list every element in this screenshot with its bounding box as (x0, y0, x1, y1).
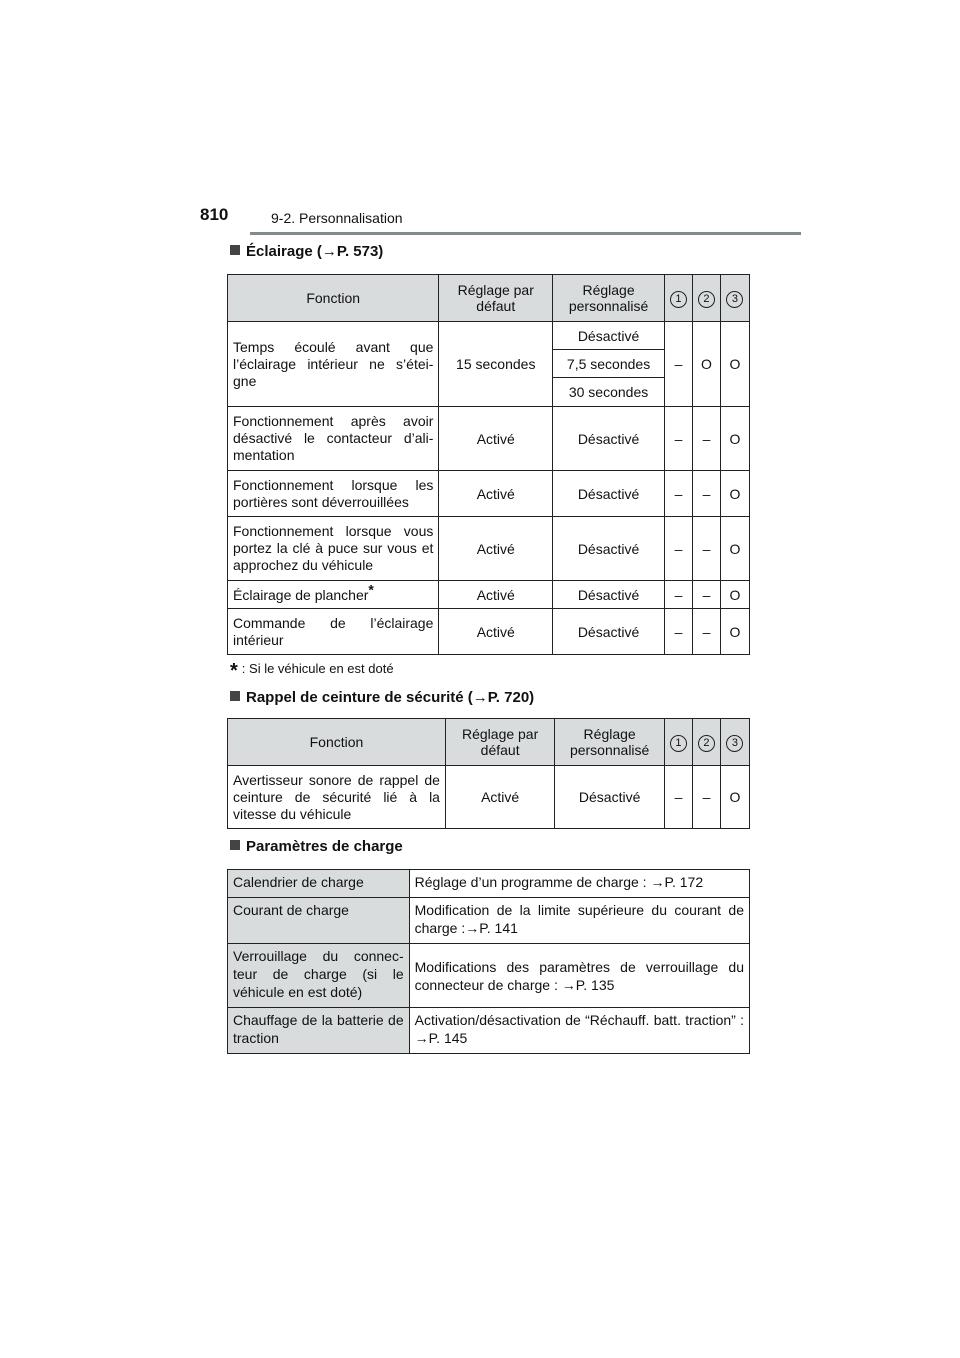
square-bullet-icon (230, 245, 240, 255)
section-heading-charge: Paramètres de charge (230, 838, 403, 855)
table-row: Verrouillage du connec-teur de charge (si le véhicule en est doté) Modifications des paramètres de verrouillage du connecteur de charge : →P. 135 (228, 944, 750, 1008)
circle-1-icon: 1 (670, 735, 687, 752)
col-defaut: Réglage par défaut (439, 275, 553, 322)
table-ceinture (227, 718, 750, 829)
col-perso: Réglage personnalisé (553, 275, 665, 322)
asterisk-mark: * (230, 660, 238, 682)
table-row: Temps écoulé avant que l’éclairage intérieur ne s’étei-gne 15 secondes Désactivé – O O (228, 322, 750, 350)
table-charge (227, 869, 750, 1054)
col-perso: Réglage personnalisé (555, 719, 665, 766)
section-heading-eclairage: Éclairage (→P. 573) (230, 243, 383, 260)
asterisk-mark: * (368, 580, 374, 597)
table-row: Commande de l’éclairage intérieur Activé Désactivé – – O (228, 609, 750, 655)
col-fonction: Fonction (228, 719, 446, 766)
square-bullet-icon (230, 840, 240, 850)
table-header-row (228, 719, 750, 766)
circle-2-icon: 2 (698, 291, 715, 308)
table-header-row (228, 275, 750, 322)
col-defaut: Réglage par défaut (445, 719, 554, 766)
section-heading-ceinture: Rappel de ceinture de sécurité (→P. 720) (230, 689, 534, 706)
table-row: Fonctionnement lorsque les portières sont déverrouillées Activé Désactivé – – O (228, 471, 750, 517)
col-fonction: Fonction (228, 275, 439, 322)
circle-3-icon: 3 (726, 291, 743, 308)
circle-2-icon: 2 (698, 735, 715, 752)
table-row: Courant de charge Modification de la limite supérieure du courant de charge :→P. 141 (228, 898, 750, 944)
table-row: Chauffage de la batterie de traction Activation/désactivation de “Réchauff. batt. traction” : →P. 145 (228, 1008, 750, 1054)
page-number: 810 (200, 205, 229, 224)
chapter-title: 9-2. Personnalisation (271, 210, 403, 226)
square-bullet-icon (230, 691, 240, 701)
circle-3-icon: 3 (726, 735, 743, 752)
footnote: * : Si le véhicule en est doté (230, 660, 394, 682)
table-subrow: 7,5 secondes (228, 350, 750, 378)
table-row: Avertisseur sonore de rappel de ceinture de sécurité lié à la vitesse du véhicule Activé Désactivé – – O (228, 766, 750, 829)
table-row: Fonctionnement après avoir désactivé le contacteur d’ali-mentation Activé Désactivé – – O (228, 407, 750, 471)
table-row: Éclairage de plancher* Activé Désactivé – – O (228, 581, 750, 609)
table-row: Calendrier de charge Réglage d’un programme de charge : →P. 172 (228, 870, 750, 898)
circle-1-icon: 1 (670, 291, 687, 308)
header-rule (250, 232, 801, 235)
table-eclairage (227, 274, 750, 655)
table-subrow: 30 secondes (228, 378, 750, 407)
table-row: Fonctionnement lorsque vous portez la clé à puce sur vous et approchez du véhicule Activé Désactivé – – O (228, 517, 750, 581)
